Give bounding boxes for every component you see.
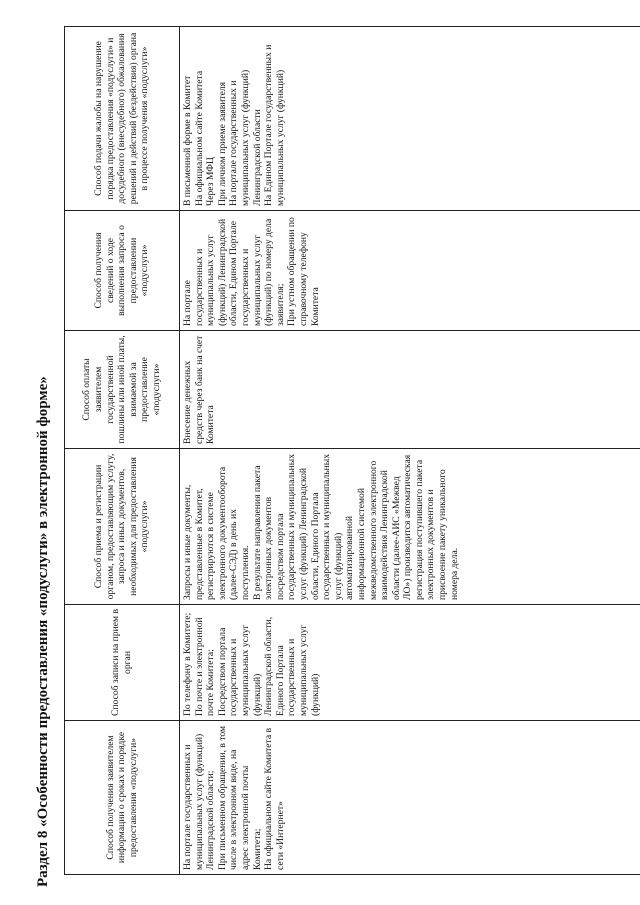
cell-complaint-method [180, 27, 640, 211]
cell-line: Через МФЦ [205, 157, 217, 206]
cell-info-method [180, 721, 640, 875]
cell-line: На портале государственных и муниципальных услуг (функций) Ленинградской области; [182, 733, 217, 870]
cell-line: При устном обращении по справочному телефону Комитета [286, 217, 321, 326]
header-payment-method: Способ оплаты заявителем государственной пошлины или иной платы, взимаемой за предоставление «подуслуги» [65, 331, 180, 449]
cell-line: При личном приеме заявителя [216, 81, 228, 206]
features-table [64, 26, 640, 875]
cell-line: На официальном сайте Комитета [193, 70, 205, 206]
cell-line: На официальном сайте Комитета в сети «Интернет» [263, 727, 286, 870]
cell-line: На Едином Портале государственных и муниципальных услуг (функций) [263, 44, 286, 206]
cell-line: На портале государственных и муниципальных услуг (функций) Ленинградской области, Едином Портале государственных и муниципальных услуг (функций) по номеру дела заявителя; [182, 218, 286, 326]
header-registration-method: Способ приема и регистрации органом, предоставляющим услугу, запроса и иных документов, необходимых для предоставления «подуслуги» [65, 449, 180, 605]
cell-line: В письменной форме в Комитет [182, 75, 193, 206]
cell-status-method [180, 211, 640, 331]
cell-line: Внесение денежных средств через банк на счет Комитета [182, 335, 217, 444]
header-status-method: Способ получения сведений о ходе выполнения запроса о предоставлении «подуслуги» [65, 211, 180, 331]
header-appointment-method: Способ записи на прием в орган [65, 605, 180, 721]
cell-payment-method [180, 331, 640, 449]
cell-registration-method [180, 449, 640, 605]
cell-line: По почте и электронной почте Комитета; [193, 617, 217, 716]
cell-line: Запросы и иные документы, представленные в Комитет, регистрируются в системе электронного документооборота (далее-СЭД) в день их поступления. [182, 466, 251, 600]
table-row [180, 27, 640, 875]
section-title: Раздел 8 «Особенности предоставления «подуслуги» в электронной форме» [35, 376, 51, 887]
cell-appointment-method [180, 605, 640, 721]
cell-line: На портале государственных и муниципальных услуг (функций) Ленинградской области [228, 69, 263, 206]
cell-line: В результате направления пакета электронных документов посредством портала государственных и муниципальных услуг (функций) Ленинградской области, Единого Портала государственных и муниципальных услуг (функций) автоматизированной информационной системой межведомственного электронного взаимодействия Ленинградской области (далее-АИС «Межвед ЛО») производится автоматическая регистрация поступившего пакета электронных документов и присвоение пакету уникального номера дела. [251, 453, 460, 600]
header-info-method: Способ получения заявителем информации о сроках и порядке предоставления «подуслуги» [65, 721, 180, 875]
cell-line: При письменном обращении, в том числе в электронном виде, на адрес электронной почты Комитета; [216, 725, 263, 870]
table-header-row [65, 27, 180, 875]
cell-line: Посредством портала государственных и муниципальных услуг (функций) Ленинградской области, Единого Портала государственных и муниципальных услуг (функций) [216, 616, 321, 716]
header-complaint-method: Способ подачи жалобы на нарушение порядка предоставления «подуслуги» и досудебного (внесудебного) обжалования решений и действий (бездействия) органа в процессе получения «подуслуги» [65, 27, 180, 211]
cell-line: По телефону в Комитете; [182, 612, 193, 716]
